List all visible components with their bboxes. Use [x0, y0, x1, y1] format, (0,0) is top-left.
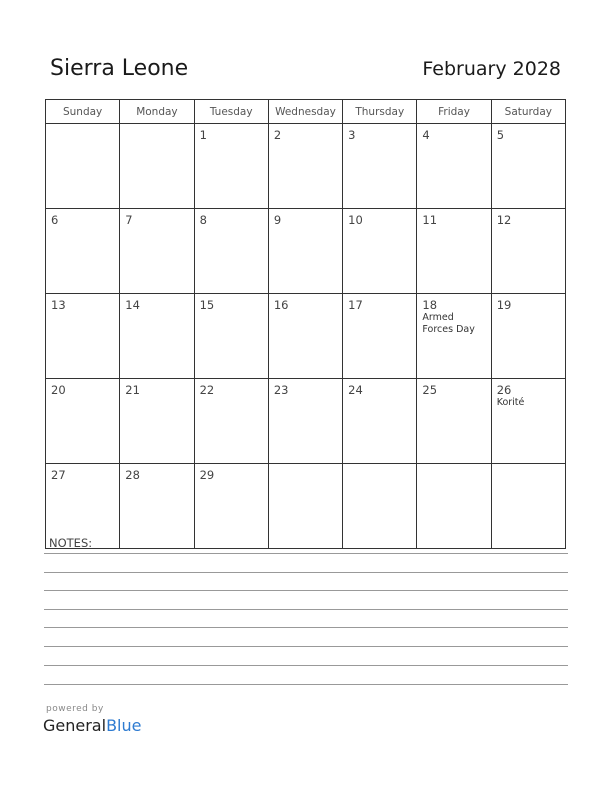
day-cell — [491, 294, 565, 379]
empty-day-cell — [120, 124, 194, 209]
holiday-label: Forces Day — [422, 324, 475, 335]
weekday-monday: Monday — [120, 100, 194, 124]
day-number: 14 — [125, 298, 140, 312]
day-number: 24 — [348, 383, 363, 397]
week-row — [46, 464, 566, 549]
day-number: 26 — [496, 383, 512, 397]
day-number: 11 — [422, 213, 438, 227]
day-cell — [194, 209, 268, 294]
note-line — [44, 609, 568, 610]
country-title: Sierra Leone — [50, 56, 189, 81]
day-cell — [491, 209, 565, 294]
note-line — [44, 665, 568, 666]
day-cell — [120, 464, 194, 549]
day-cell — [417, 124, 491, 209]
week-row — [46, 209, 566, 294]
day-cell — [268, 124, 342, 209]
empty-day-cell — [268, 464, 342, 549]
weekday-tuesday: Tuesday — [194, 100, 268, 124]
day-cell — [46, 294, 120, 379]
day-number: 21 — [125, 383, 140, 397]
calendar-grid — [45, 99, 566, 549]
day-number: 16 — [273, 298, 289, 312]
day-number: 18 — [422, 298, 438, 312]
day-cell — [343, 379, 417, 464]
day-number: 15 — [199, 298, 215, 312]
note-line — [44, 572, 568, 573]
day-cell — [194, 124, 268, 209]
empty-day-cell — [343, 464, 417, 549]
weekday-thursday: Thursday — [343, 100, 417, 124]
note-line — [44, 684, 568, 685]
day-number: 20 — [51, 383, 66, 397]
empty-day-cell — [491, 464, 565, 549]
day-number: 17 — [348, 298, 363, 312]
day-number: 10 — [348, 213, 363, 227]
week-row — [46, 124, 566, 209]
day-cell — [194, 464, 268, 549]
day-number: 3 — [348, 128, 356, 142]
day-number: 8 — [199, 213, 207, 227]
day-cell — [120, 209, 194, 294]
week-row — [46, 294, 566, 379]
holiday-label: Armed — [422, 312, 454, 323]
brand-blue: Blue — [106, 716, 142, 735]
day-cell — [343, 124, 417, 209]
note-line — [44, 627, 568, 628]
day-number: 12 — [496, 213, 512, 227]
day-number: 2 — [273, 128, 282, 142]
weekday-header-row — [46, 100, 566, 124]
holiday-label: Korité — [496, 397, 525, 408]
day-number: 28 — [125, 468, 140, 482]
day-number: 1 — [199, 128, 207, 142]
brand-logo — [43, 716, 141, 735]
day-cell — [268, 379, 342, 464]
weekday-friday: Friday — [417, 100, 491, 124]
notes-label: NOTES: — [49, 536, 93, 550]
day-cell — [343, 209, 417, 294]
day-cell — [46, 209, 120, 294]
weekday-sunday: Sunday — [46, 100, 120, 124]
day-cell — [343, 294, 417, 379]
day-cell — [268, 294, 342, 379]
day-number: 25 — [422, 383, 438, 397]
weekday-saturday: Saturday — [491, 100, 565, 124]
week-row — [46, 379, 566, 464]
day-cell — [491, 124, 565, 209]
empty-day-cell — [417, 464, 491, 549]
note-line — [44, 590, 568, 591]
day-number: 23 — [273, 383, 289, 397]
day-cell — [120, 294, 194, 379]
day-cell — [417, 379, 491, 464]
day-cell — [268, 209, 342, 294]
day-cell — [491, 379, 565, 464]
day-cell — [46, 379, 120, 464]
day-number: 4 — [422, 128, 430, 142]
note-line — [44, 553, 568, 554]
weekday-wednesday: Wednesday — [268, 100, 342, 124]
note-line — [44, 646, 568, 647]
day-number: 7 — [125, 213, 133, 227]
day-cell — [194, 379, 268, 464]
day-cell — [194, 294, 268, 379]
day-number: 27 — [51, 468, 66, 482]
day-cell — [120, 379, 194, 464]
powered-by-text: powered by — [46, 704, 104, 714]
day-number: 29 — [199, 468, 215, 482]
day-number: 5 — [496, 128, 505, 142]
day-number: 9 — [273, 213, 282, 227]
brand-general: General — [43, 716, 107, 735]
day-number: 19 — [496, 298, 512, 312]
month-title: February 2028 — [422, 58, 561, 80]
day-cell — [417, 209, 491, 294]
empty-day-cell — [46, 124, 120, 209]
day-number: 6 — [51, 213, 59, 227]
day-number: 22 — [199, 383, 215, 397]
day-number: 13 — [51, 298, 66, 312]
day-cell — [417, 294, 491, 379]
